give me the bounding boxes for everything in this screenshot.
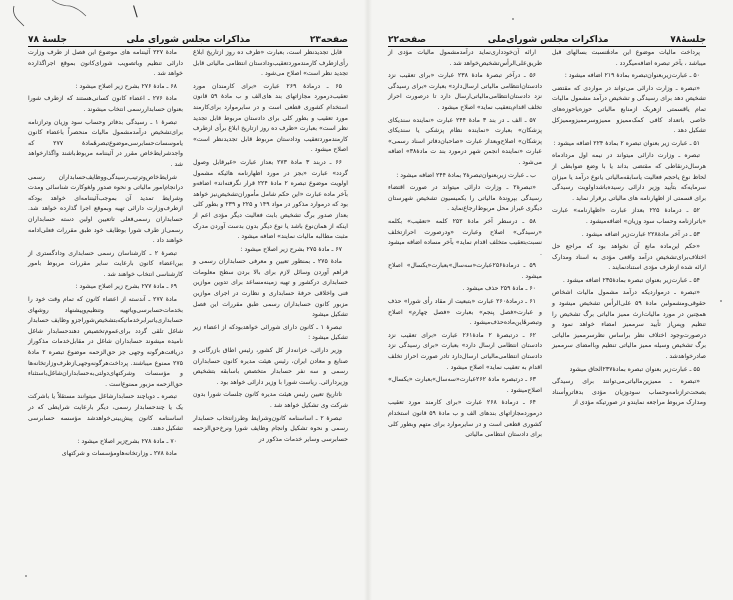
left-page-columns <box>28 48 348 462</box>
paragraph: تبصره ـ وزارت دارائی میتواند در نیمه اول مردادماه هرسال‌درنقاطی که مقتضی بداند یا با وضع ضوابطی از لحاظ نوع یاحجم فعالیت یاسابقه‌مالیاتی یانوع درآمد یا میزان سرمایه‌که بتأیید وزیر دارائی رسیده‌باشداولویت رسیدگی برای قسمتی از اظهارنامه های مالیاتی برقرار نماید . <box>552 152 706 202</box>
paragraph: ۶۸ ـ مادهٔ ۲۷۶ بشرح زیر اصلاح میشود : <box>75 82 177 90</box>
paragraph: ۶۹ ـ مادهٔ ۲۷۷ بشرح زیر اصلاح میشود : <box>75 283 177 291</box>
paragraph: شرایط‌خاص‌وترتیب‌رسیدگی‌ووظایف‌حسابداران رسمی درانجام‌امور مالیاتی و نحوه صدور ولغوکارت شناسائی ومدت وشرایط تمدید آن بموجب‌آئیننامه‌ای خواهد بودکه ازطرف‌وزارت دارائی تهیه وبموقع اجرا گذارده خواهد شد. حسابداران رسمی‌فعلی تاتعیین اولین دسته حسابداران رسمی‌از طرف شورا بوظایف خود طبق مقررات فعلی‌ادامه خواهند داد . <box>28 173 183 245</box>
right-page-column-right <box>552 48 706 443</box>
paragraph: ۵۳ ـ در آخر مادهٔ۲۲۸ عبارت‌زیر اضافه میشود . <box>581 230 700 238</box>
paragraph: ۶۷ ـ مادهٔ ۲۷۵ بشرح زیر اصلاح میشود : <box>240 245 342 253</box>
session-number: جلسهٔ ۷۸ <box>28 35 67 45</box>
paragraph: ۵۱ ـ عبارت زیر بعنوان تبصره ۲ بمادهٔ ۲۲۴ اضافه میشود : <box>553 139 700 147</box>
paragraph: ۶۶ ـ دربند ۳ مادهٔ ۲۷۳ بعداز عبارت «غیرقابل وصول گردد» عبارت «بجز در مورد اظهارنامه هائیکه مشمول اولویت موضوع تبصره ۲ مادهٔ ۲۲۴ قرار نگرفته‌اند» اضافه‌و بآخر ماده عبارت «این حکم شامل مأموران‌تشخیص‌نیز خواهد بود که درموارد مذکور در مواد ۱۴۹ و ۲۲۵ و ۲۳۹ و بطور کلی بعداز صدور برگ تشخیص بابت فعالیت دیگر مؤدی اعم از اینکه از همان‌نوع باشد یا نوع دیگر بدون بدست آوردن مدرک مثبت مطالبه مالیات نمایند» اضافه میشود . <box>193 158 348 241</box>
scan-speck <box>720 300 722 302</box>
paragraph: ۵۲ ـ درمادهٔ ۲۲۵ بعداز عبارت «اظهارنامه» عبارت «یاترازنامه وحساب سود وزیان» اضافه‌میشود . <box>552 207 706 225</box>
left-page-column-right <box>193 48 348 462</box>
paragraph: ۵۶ ـ درآخر تبصرهٔ مادهٔ ۲۳۸ عبارت «برای تعقیب نزد دادستان‌انتظامی مالیاتی ارسال‌دارد» بعبارت «برای رسیدگی نزد دادستان‌انتظامی‌مالیاتی‌ارسال دارد تا درصورت احراز تخلف اقدام‌بتعقیب نماید» اصلاح میشود . <box>388 72 542 111</box>
scan-speck <box>25 575 27 577</box>
paragraph: مادهٔ ۲۷۷ ـ آندسته از اعضاء کانون که تمام وقت خود را بخدمات‌حسابرسی‌ویاتهیه وتنظیم‌وپیشنهاد روشهای حسابداری‌یاتبرابرخدماتیکه‌بتشخیص‌شوراجزو وظایف حسابدار شاغل تلقی گردد برای‌عموم‌تخصیص دهندحسابدار شاغل نامیده میشوند حسابداران شاغل در مقابل‌خدمات مذکوراز دریافت‌هرگونه وجهی جز حق‌الزحمه موضوع تبصره ۲ مادهٔ ۲۷۵ ممنوع میباشند. پرداخت‌هرگونه‌وجهی‌ازطرف‌وزارتخانه‌ها و مؤسسات وشرکتهای‌دولتی‌به‌حسابداران‌شاغل‌باستثناء حق‌الزحمه مزبور ممنوع‌است . <box>28 296 184 388</box>
paragraph: ۵۸ ـ درسطر آخر مادهٔ ۲۵۲ کلمه «تعقیب» بکلمه «رسیدگی» اصلاح وعبارت «ودرصورت احرازتخلف نسبت‌بتعقیب متخلف اقدام نماید» بآخر مساده اضافه میشود . <box>388 217 542 257</box>
left-page-header <box>28 32 348 47</box>
paragraph: تبصره ـ دویاچند حسابدارشاغل میتوانند مستقلاً یا باشرکت یک یا چندحسابدار رسمی، دیگر بارعایت شرایطی که در اساسنامه کانون پیش‌بینی‌خواهدشد مؤسسه حسابرسی تشکیل دهند. <box>28 393 183 433</box>
paragraph: تبصرهٔ ۱ ـ کانون دارای شورائی خواهدبودکه از اعضاء زیر تشکیل میشود : <box>193 323 348 342</box>
paragraph: ۷۰ ـ مادهٔ ۲۷۸ بشرح‌زیر اصلاح میشود : <box>77 437 177 445</box>
paragraph: مادهٔ ۲۷۸ ـ وزارتخانه‌هاومؤسسات و شرکتهای <box>61 450 177 458</box>
session-number: جلسهٔ۷۸ <box>670 35 706 45</box>
paragraph: تبصرهٔ ۲ ـ کارشناسان رسمی حسابداری ودادگستری از بین‌اعضاء کانون بارعایت سایر مقررات مربوط بامور کارشناسی انتخاب خواهند شد . <box>28 249 183 278</box>
paragraph: ۵۹ ـ درمادهٔ۲۵۶عبارت«سه‌سال»بعبارت«یکسال» اصلاح میشود . <box>388 262 542 280</box>
paragraph: «تبصره ـ درمواردیکه درآمد مشمول مالیات اشخاص حقوقی‌ومشمولین مادهٔ ۵۹ علی‌الرأس تشخیص میشود و همچنین در مورد مالیات‌ارث ممیز مالیاتی برگ تشخیص را تنظیم وپس‌از تأیید سرممیز امضاء خواهد نمود و درصورت‌وجود اختلاف نظر براساس نظرسرممیز مالیاتی برگ تشخیص وسیله ممیز مالیاتی تنظیم وباامضای سرممیز صادرخواهدشد . <box>552 289 706 361</box>
paragraph: ۵۴ ـ عبارت‌زیر بعنوان تبصره بمادهٔ۲۳۵ اضافه میشود . <box>562 276 700 284</box>
paragraph: «تبصره ـ ممیزین‌مالیاتی‌می‌توانند برای رسیدگی بصحت‌ترازنامه‌وحساب سودوزیان مؤدی بدفاتروأسناد ومدارک مربوط مراجعه نمایندو در صورتیکه مؤدی از <box>552 378 706 407</box>
paragraph: ارائه آن‌خودداری‌نماید درآمدمشمول مالیات مؤدی از طریق‌علی‌الرأس‌تشخیص‌خواهد شد . <box>388 49 542 67</box>
paragraph: ب ـ عبارت زیربعنوان‌تبصرهٔ۲ بمادهٔ ۲۴۴ اضافه میشود : <box>396 171 536 179</box>
paragraph: قابل تجدیدنظر است، بعبارت «ظرف ده روز ازتاریخ ابلاغ رأی‌ازطرف کارمندموردتعقیب‌ودادستان انتظامی مالیاتی قابل تجدید نظر است» اصلاح می‌شود . <box>193 49 348 78</box>
paragraph: تاتاریخ تعیین رئیس هیئت مدیره کانون جلسات شورا بدون شرکت وی تشکیل خواهد شد . <box>193 391 348 409</box>
paragraph: ۵۵ ـ عبارت‌زیر بعنوان تبصره بمادهٔ۲۳۷الحاق میشود <box>569 365 700 373</box>
paragraph: مادهٔ ۲۷۶ ـ اعضاء کانون کسانی‌هستند که ازطرف شورا بعنوان حسابداررسمی انتخاب میشوند . <box>28 95 183 113</box>
paragraph: ۶۴ ـ درمادهٔ ۲۶۸ عبارت «برای کارمند مورد تعقیب درموردمجازاتهای بندهای الف و ب مادهٔ ۵۹ قانون استخدام کشوری قطعی است و در سایرموارد برای متهم وبطور کلی برای دادستان انتظامی مالیاتی <box>388 399 542 439</box>
paragraph: «تبصرهٔ۲ ـ وزارت دارائی میتواند در صورت اقتضاء رسیدگی بپروندهٔ مالیاتی را بکمیسیون تشخیص شهرستان دیگری غیراز محل مربوط‌ارجاع‌نماید . <box>388 184 542 213</box>
paragraph: ۶۳ ـ درتبصره مادهٔ ۲۶۲عبارت«سه‌سال»بعبارت «یکسال» اصلاح‌میشود . <box>388 376 542 394</box>
paragraph: ۶۲ ـ درتبصرهٔ ۲ مادهٔ۲۶۱ عبارت «برای تعقیب نزد دادستان انتظامی ارسال دارد» بعبارت «برای رسیدگی نزد دادستان انتظامی‌مالیاتی ارسال‌دارد تادر صورت احراز تخلف اقدام به تعقیب نماید» اصلاح میشود . <box>388 331 542 371</box>
paragraph: ۶۵ ـ درمادهٔ ۲۶۹ عبارت «برای کارمندان مورد تعقیب‌درمورد مجازاتهای بند های‌الف و ب مادهٔ ۵۹ قانون استخدام کشوری قطعی است و در سایرموارد برای‌کارمند مورد تعقیب و بطور کلی برای دادستان مربوط قابل تجدید نظر است» بعبارت «ظرف ده روز ازتاریخ ابلاغ برأی ازطرف کارمندموردتعقیب ودادستان مربوط قابل تجدیدنظر است» اصلاح میشود . <box>193 82 348 154</box>
paragraph: ۵۰ ـ عبارت‌زیربعنوان‌تبصره بمادهٔ ۲۱۹ اضافه میشود : <box>564 72 700 80</box>
right-page-columns <box>388 48 706 443</box>
right-page-column-left <box>388 48 542 443</box>
paragraph: پرداخت مالیات موضوع این مادهٔنسبت بسالهای قبل میباشد ، بآخر تبصره اضافه‌میگردد . <box>552 49 706 67</box>
page-number: صفحه۲۳ <box>309 35 348 45</box>
right-page <box>370 0 733 600</box>
right-page-header <box>388 32 706 47</box>
paragraph: تبصرهٔ ۲ ـ اساسنامه کانون‌وشرایط وطرزانتخاب حسابدار رسمی و نحوه تشکیل وانجام وظایف شورا ونرخ‌حق‌الزحمه حسابرسی وسایر خدمات مذکور در <box>193 414 348 443</box>
paragraph: ۵۷ ـ الف ـ در بند ۳ مادهٔ ۲۴۴ عبارت «نماینده سندیکای پزشکان» بعبارت «نماینده نظام پزشکی یا سندیکای پزشکان» اصلاح‌وبعداز عبارت «صاحبان‌دفاتر اسناد رسمی» عبارت «نماینده انجمن شهر درمورد بند ت مادهٔ۳۸» اضافه می‌شود . <box>388 116 542 166</box>
paragraph: ۶۱ ـ درمادهٔ۲۶۰ عبارت «بتبعیت از مقاد رأی شورا» حذف و عبارت«فصل پنجم» بعبارت «فصل چهارم» اصلاح وتبصرهٔاین‌ماده‌حذف‌میشود . <box>388 298 542 327</box>
page-number: صفحه۲۲ <box>388 35 427 45</box>
paragraph: «تبصره ـ وزارت دارائی می‌تواند در مواردی که مقتضی تشخیص دهد برای رسیدگی و تشخیص درآمد مشمول مالیات تمام یاقسمتی ازهریک ازمنابع مالیاتی حوزه‌یاحوزه‌های خاصی باتعداد کافی کمک‌ممیزو ممیزوسرممیزوممیزکل تشکیل دهد . <box>552 84 706 135</box>
paragraph: «حکم این‌ماده مانع آن نخواهد بود که مراجع حل اختلاف‌برای‌تشخیص درآمد واقعی مؤدی به اسناد ومدارک ارائه شده ازطرف مؤدی استنادنمایند . <box>552 243 706 272</box>
pen-tick-mark: \ <box>133 4 138 20</box>
left-page-column-left <box>28 48 183 462</box>
paragraph: تبصرهٔ ۱ ـ رسیدگی بدفاتر وحساب سود وزیان وترازنامه برای‌تشخیص درآمدمشمول مالیات منحصراً باعضاء کانون یاموسسات‌حسابرسی‌موضوع‌تبصرهٔمادهٔ ۲۷۷ که واجدشرایط‌خاص مقرر در آئیننامه مربوط‌باشند واگذارخواهد شد . <box>28 118 184 168</box>
scan-speck <box>512 18 514 20</box>
pen-scribble-mark <box>8 0 98 30</box>
paragraph: مادهٔ ۲۲۷ آئیننامه های موضوع این فصل از طرف وزارت دارائی تنظیم وباتصویب شورای‌کانون بموقع اجراگذارده خواهد شد . <box>28 49 183 78</box>
paragraph: ۶۰ ـ مادهٔ ۲۵۹ حذف میشود . <box>462 285 536 293</box>
page-title: مذاکرات مجلس شورای‌ملی <box>487 35 609 45</box>
paragraph: مادهٔ ۲۷۵ ـ بمنظور تعیین و معرفی حسابداران رسمی و فراهم آوردن وسائل لازم برای بالا بردن سطح معلومات حسابداری درکشور و تهیه زمینه‌مساعد برای تدوین موازین فنی واخلاقی حرفهٔ حسابداری و نظارت در اجرای موازین مزبور کانون حسابداران رسمی طبق مقررات این فصل تشکیل میشود <box>193 258 348 319</box>
page-title: مذاکرات مجلس شورای ملی <box>126 35 251 45</box>
paragraph: وزیر دارائی، خزانه‌دار کل کشور، رئیس اطاق بازرگانی و صنایع و معادن ایران، رئیس هیئت مدیره کانون حسابداران رسمی و سه نفر حسابدار متخصص باسابقه بتشخیص وزیردارائی. ریاست شورا با وزیر دارائی خواهد بود . <box>193 347 348 386</box>
